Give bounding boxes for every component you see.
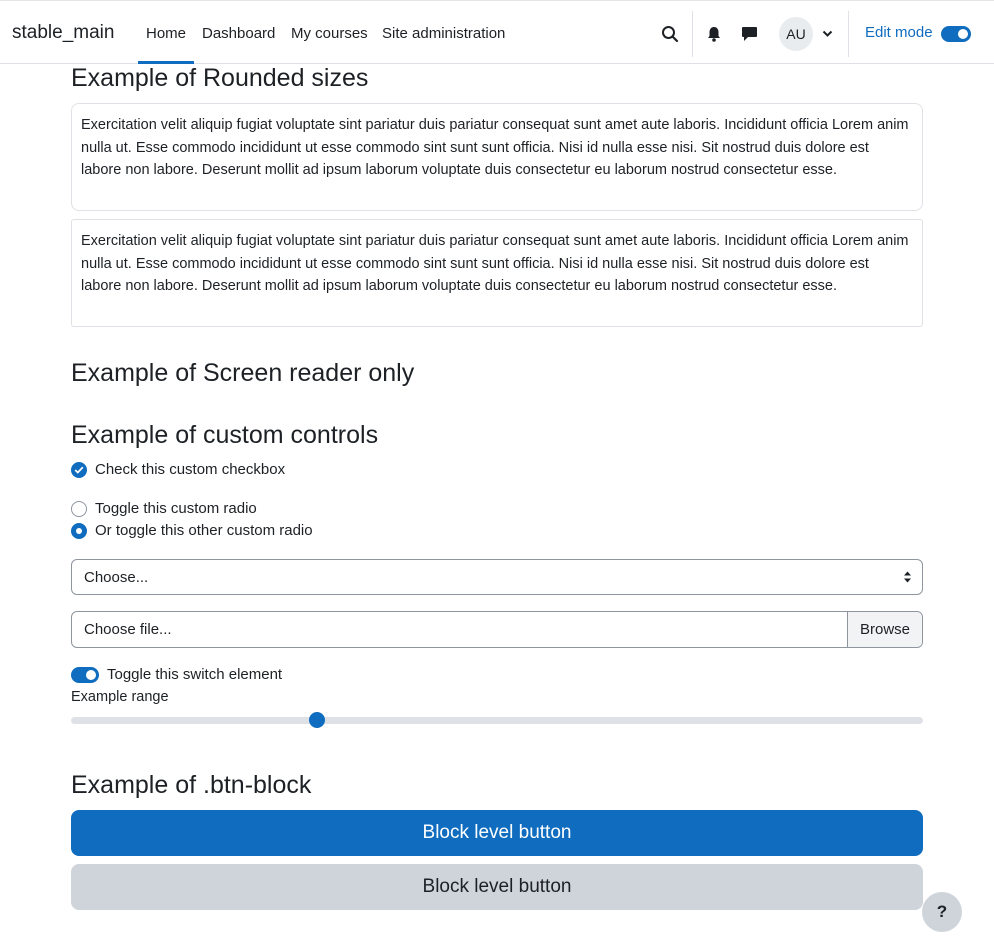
- rounded-text-box-large: Exercitation velit aliquip fugiat voluptate sint pariatur duis pariatur consequat sunt amet aute laboris. Incididunt officia Lorem anim nulla ut. Esse commodo incididunt ut esse commodo sint sunt sunt officia. Nisi id nulla esse nisi. Sit nostrud duis dolore est labore non labore. Deserunt mollit ad ipsum laborum voluptate duis consectetur eu laborum nostrud consectetur esse.: [71, 103, 923, 211]
- edit-mode-toggle[interactable]: [941, 26, 971, 42]
- range-thumb[interactable]: [309, 712, 325, 728]
- select-caret-icon: [903, 570, 912, 588]
- custom-checkbox[interactable]: [71, 461, 285, 478]
- top-navbar: [0, 0, 994, 64]
- radio-unchecked[interactable]: [71, 501, 87, 517]
- custom-switch[interactable]: [71, 666, 282, 683]
- heading-btn-block: Example of .btn-block: [71, 771, 312, 799]
- custom-radio-1-label: Toggle this custom radio: [95, 500, 257, 517]
- heading-rounded-sizes: Example of Rounded sizes: [71, 64, 369, 92]
- browse-button[interactable]: Browse: [847, 612, 922, 647]
- nav-item-site-administration[interactable]: Site administration: [382, 25, 506, 42]
- navbar-divider: [692, 11, 693, 57]
- custom-radio-2[interactable]: [71, 522, 313, 539]
- edit-mode-label[interactable]: Edit mode: [865, 24, 933, 41]
- custom-select-value: Choose...: [84, 569, 149, 586]
- bell-icon[interactable]: [705, 25, 723, 43]
- chevron-down-icon[interactable]: [820, 27, 834, 41]
- radio-checked[interactable]: [71, 523, 87, 539]
- heading-screen-reader-only: Example of Screen reader only: [71, 359, 415, 387]
- custom-file-input[interactable]: [71, 611, 923, 648]
- site-brand[interactable]: stable_main: [12, 22, 115, 43]
- file-input-label: Choose file...: [84, 621, 172, 638]
- chat-icon[interactable]: [739, 25, 759, 43]
- switch-toggle[interactable]: [71, 667, 99, 683]
- custom-radio-2-label: Or toggle this other custom radio: [95, 522, 313, 539]
- nav-item-home[interactable]: Home: [146, 25, 187, 42]
- nav-item-my-courses[interactable]: My courses: [291, 25, 368, 42]
- user-avatar[interactable]: AU: [779, 17, 813, 51]
- custom-radio-1[interactable]: [71, 500, 257, 517]
- block-secondary-button[interactable]: Block level button: [71, 864, 923, 910]
- range-track[interactable]: [71, 717, 923, 724]
- help-button[interactable]: ?: [922, 892, 962, 932]
- heading-custom-controls: Example of custom controls: [71, 421, 379, 449]
- nav-item-dashboard[interactable]: Dashboard: [202, 25, 276, 42]
- checkbox-checked-icon[interactable]: [71, 462, 87, 478]
- custom-checkbox-label: Check this custom checkbox: [95, 461, 286, 478]
- rounded-text-box-small: Exercitation velit aliquip fugiat voluptate sint pariatur duis pariatur consequat sunt amet aute laboris. Incididunt officia Lorem anim nulla ut. Esse commodo incididunt ut esse commodo sint sunt sunt officia. Nisi id nulla esse nisi. Sit nostrud duis dolore est labore non labore. Deserunt mollit ad ipsum laborum voluptate duis consectetur eu laborum nostrud consectetur esse.: [71, 219, 923, 327]
- search-icon[interactable]: [660, 24, 680, 44]
- custom-select[interactable]: [71, 559, 923, 595]
- range-label: Example range: [71, 689, 169, 705]
- navbar-divider: [848, 11, 849, 57]
- block-primary-button[interactable]: Block level button: [71, 810, 923, 856]
- custom-switch-label: Toggle this switch element: [107, 666, 283, 683]
